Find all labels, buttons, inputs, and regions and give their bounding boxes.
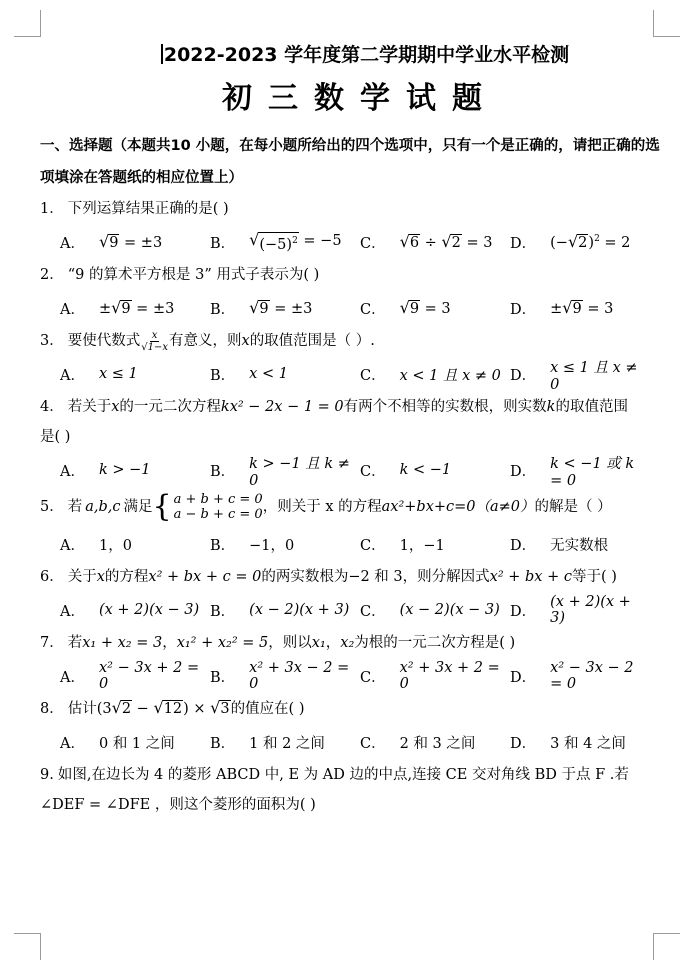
question-6: 6． 关于x的方程x² + bx + c = 0的两实数根为−2 和 3，则分解因式x² + bx + c等于( )	[40, 569, 617, 585]
question-1: 1． 下列运算结果正确的是( )	[40, 201, 229, 217]
crop-mark-bottom-right	[653, 933, 680, 960]
option-d[interactable]: D． x ≤ 1 且 x ≠ 0	[510, 359, 638, 393]
crop-mark-top-right	[653, 10, 680, 37]
question-7-options	[60, 658, 660, 694]
option-c[interactable]: C． √ 6 ÷ √ 2 = 3	[360, 231, 493, 252]
option-b[interactable]: B． k > −1 且 k ≠ 0	[210, 455, 350, 489]
exam-subtitle: 初三数学试题	[222, 81, 498, 116]
question-4-line-2: 是( )	[40, 429, 71, 445]
option-c[interactable]: C． 2 和 3 之间	[360, 735, 476, 752]
question-4: 4． 若关于x的一元二次方程kx² − 2x − 1 = 0有两个不相等的实数根，则实数k的取值范围	[40, 399, 628, 415]
option-a[interactable]: A． x² − 3x + 2 = 0	[60, 660, 200, 692]
question-9: 9. 如图,在边长为 4 的菱形 ABCD 中, E 为 AD 边的中点,连接 CE 交对角线 BD 于点 F .若	[40, 767, 629, 783]
question-8: 8． 估计(3 √ 2 − √ 12 ) × √ 3 的值应在( )	[40, 698, 305, 717]
option-c[interactable]: C． x² + 3x + 2 = 0	[360, 660, 500, 692]
exam-title: 2022-2023 学年度第二学期期中学业水平检测	[70, 38, 660, 72]
option-a[interactable]: A． 1，0	[60, 537, 132, 554]
option-d[interactable]: D． 无实数根	[510, 537, 609, 554]
exam-page	[40, 38, 660, 820]
option-c[interactable]: C． 1，−1	[360, 537, 445, 554]
option-c[interactable]: C． √ 9 = 3	[360, 297, 451, 318]
equation-system: { a + b + c = 0 a − b + c = 0	[152, 489, 263, 524]
question-5-options	[60, 526, 660, 562]
section-heading: 一、选择题（本题共10 小题，在每小题所给出的四个选项中，只有一个是正确的，请把正确的选项填涂在答题纸的相应位置上）	[40, 138, 660, 186]
option-b[interactable]: B． −1，0	[210, 537, 295, 554]
question-6-options	[60, 592, 660, 628]
question-9-line-2: ∠DEF = ∠DFE ，则这个菱形的面积为( )	[40, 797, 316, 813]
option-d[interactable]: D． x² − 3x − 2 = 0	[510, 660, 634, 692]
question-7: 7． 若x₁ + x₂ = 3，x₁² + x₂² = 5，则以x₁，x₂为根的一元二次方程是( )	[40, 635, 516, 651]
option-d[interactable]: D． (x + 2)(x + 3)	[510, 594, 631, 626]
question-4-options	[60, 452, 660, 488]
option-a[interactable]: A． ± √ 9 = ±3	[60, 297, 175, 318]
crop-mark-bottom-left	[14, 933, 41, 960]
question-1-options	[60, 224, 660, 260]
option-a[interactable]: A． x ≤ 1	[60, 366, 138, 384]
option-d[interactable]: D． 3 和 4 之间	[510, 735, 626, 752]
option-d[interactable]: D． ± √ 9 = 3	[510, 297, 614, 318]
option-c[interactable]: C． (x − 2)(x − 3)	[360, 602, 500, 620]
option-c[interactable]: C． x < 1 且 x ≠ 0	[360, 367, 501, 384]
fraction-expression: $\frac{x}{√1-x}$	[141, 329, 168, 353]
text-cursor	[161, 44, 163, 64]
option-a[interactable]: A． (x + 2)(x − 3)	[60, 602, 200, 620]
question-2: 2． “9 的算术平方根是 3” 用式子表示为( )	[40, 267, 320, 283]
question-5: 5． 若 a,b,c 满足 { a + b + c = 0 a − b + c = 0 ，则关于 x 的方程 ax²+bx+c=0（a≠0） 的解是（ ）	[40, 489, 612, 524]
question-8-options	[60, 724, 660, 760]
option-b[interactable]: B． x < 1	[210, 366, 288, 384]
option-d[interactable]: D． (− √ 2 )$^2$ = 2	[510, 231, 631, 252]
option-c[interactable]: C． k < −1	[360, 462, 452, 480]
option-a[interactable]: A． k > −1	[60, 462, 151, 480]
crop-mark-top-left	[14, 10, 41, 37]
option-d[interactable]: D． k < −1 或 k = 0	[510, 455, 635, 489]
question-2-options	[60, 290, 660, 326]
option-b[interactable]: B． √ $(-5)^2$ = −5	[210, 229, 342, 253]
option-a[interactable]: A． 0 和 1 之间	[60, 735, 175, 752]
option-b[interactable]: B． 1 和 2 之间	[210, 735, 325, 752]
estimation-expression: (3 √ 2 − √ 12 ) × √ 3	[96, 698, 230, 717]
question-3: 3． 要使代数式 $\frac{x}{√1-x}$ 有意义，则x的取值范围是（ ）.	[40, 329, 375, 353]
option-b[interactable]: B． (x − 2)(x + 3)	[210, 602, 350, 620]
option-b[interactable]: B． x² + 3x − 2 = 0	[210, 660, 350, 692]
option-a[interactable]: A． √ 9 = ±3	[60, 231, 163, 252]
option-b[interactable]: B． √ 9 = ±3	[210, 297, 313, 318]
question-3-options	[60, 356, 660, 392]
